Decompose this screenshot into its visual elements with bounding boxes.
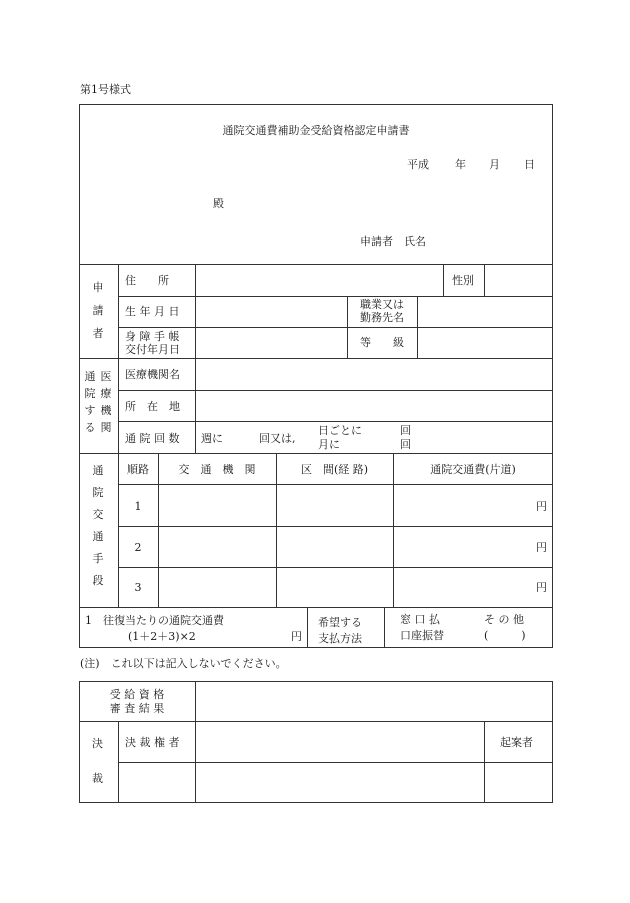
- times-label: 回 回: [400, 424, 411, 451]
- addressee-suffix: 殿: [213, 197, 224, 210]
- drafter-label: 起案者: [500, 736, 533, 749]
- handbook-date-field[interactable]: [197, 329, 345, 356]
- agency-field[interactable]: [160, 569, 274, 605]
- cost-header: 通院交通費(片道): [430, 463, 516, 476]
- review-result-label: 受 給 資 格 審 査 結 果: [109, 688, 165, 715]
- option-other-field[interactable]: ( ): [484, 629, 526, 642]
- cost-field[interactable]: [395, 528, 525, 565]
- roundtrip-yen-unit: 円: [291, 630, 302, 643]
- transport-group-label: 通 院 交 通 手 段: [92, 464, 104, 587]
- yen-unit: 円: [536, 581, 547, 594]
- yen-unit: 円: [536, 541, 547, 554]
- birthdate-label: 生 年 月 日: [125, 305, 180, 318]
- section-field[interactable]: [278, 486, 391, 524]
- authority-stamp-field[interactable]: [120, 764, 193, 801]
- address-label: 住 所: [125, 274, 169, 287]
- drafter-stamp-field[interactable]: [486, 764, 551, 801]
- applicant-group-label: 申 請 者: [92, 281, 104, 340]
- section-field[interactable]: [278, 569, 391, 605]
- agency-field[interactable]: [160, 486, 274, 524]
- order-header: 順路: [127, 463, 149, 476]
- authority-label: 決 裁 権 者: [125, 736, 180, 749]
- cost-field[interactable]: [395, 569, 525, 605]
- roundtrip-formula: (1＋2＋3)×2: [128, 630, 196, 643]
- date-year-label: 年: [455, 158, 466, 171]
- weekly-visits-field[interactable]: [225, 424, 257, 450]
- date-era: 平成: [407, 158, 429, 171]
- date-month-label: 月: [489, 158, 500, 171]
- row-number: 3: [134, 581, 142, 594]
- applicant-name-field[interactable]: [432, 232, 547, 250]
- monthly-visits-label: 日ごとに 月に: [318, 424, 362, 451]
- option-bank-transfer[interactable]: 口座振替: [400, 629, 444, 642]
- medical-group-label-col1: 通 院 す る: [84, 370, 96, 434]
- location-label: 所 在 地: [125, 400, 180, 413]
- section-header: 区 間(経 路): [300, 463, 369, 476]
- row-number: 1: [134, 500, 142, 513]
- agency-field[interactable]: [160, 528, 274, 565]
- grade-field[interactable]: [419, 329, 551, 356]
- location-field[interactable]: [197, 392, 551, 419]
- applicant-name-label: 申請者 氏名: [360, 235, 426, 248]
- per-week-label: 週に: [201, 432, 223, 445]
- payment-method-label: 希望する 支払方法: [318, 616, 362, 645]
- occupation-field[interactable]: [419, 298, 551, 325]
- form-title: 通院交通費補助金受給資格認定申請書: [222, 124, 410, 137]
- form-number: 第1号様式: [80, 83, 131, 96]
- gender-field[interactable]: [486, 266, 551, 294]
- yen-unit: 円: [536, 500, 547, 513]
- cost-field[interactable]: [395, 486, 525, 524]
- address-field[interactable]: [197, 266, 441, 294]
- agency-header: 交 通 機 関: [178, 463, 256, 476]
- section-field[interactable]: [278, 528, 391, 565]
- option-other[interactable]: そ の 他: [484, 613, 524, 626]
- office-use-note: (注) これ以下は記入しないでください。: [80, 657, 287, 670]
- grade-label: 等 級: [360, 336, 404, 349]
- visits-label: 通 院 回 数: [125, 432, 180, 445]
- medical-group-label-col2: 医 療 機 関: [100, 370, 112, 434]
- decision-stamp-field[interactable]: [197, 764, 482, 801]
- date-day-label: 日: [524, 158, 535, 171]
- institution-field[interactable]: [197, 360, 551, 388]
- gender-label: 性別: [452, 274, 474, 287]
- institution-label: 医療機関名: [125, 368, 180, 381]
- decision-label-1: 決: [92, 737, 103, 750]
- occupation-label: 職業又は 勤務先名: [360, 298, 404, 324]
- decision-label-2: 裁: [92, 772, 103, 785]
- handbook-label: 身 障 手 帳 交付年月日: [125, 330, 180, 356]
- or-label: 回又は,: [259, 432, 296, 445]
- date-year-field[interactable]: [455, 159, 491, 173]
- row-number: 2: [134, 541, 142, 554]
- option-counter[interactable]: 窓 口 払: [400, 613, 440, 626]
- roundtrip-label: 1 往復当たりの通院交通費: [85, 614, 224, 627]
- date-month-field[interactable]: [489, 159, 523, 173]
- review-result-field[interactable]: [197, 683, 551, 719]
- birthdate-field[interactable]: [197, 298, 345, 325]
- roundtrip-cost-field[interactable]: [210, 627, 286, 643]
